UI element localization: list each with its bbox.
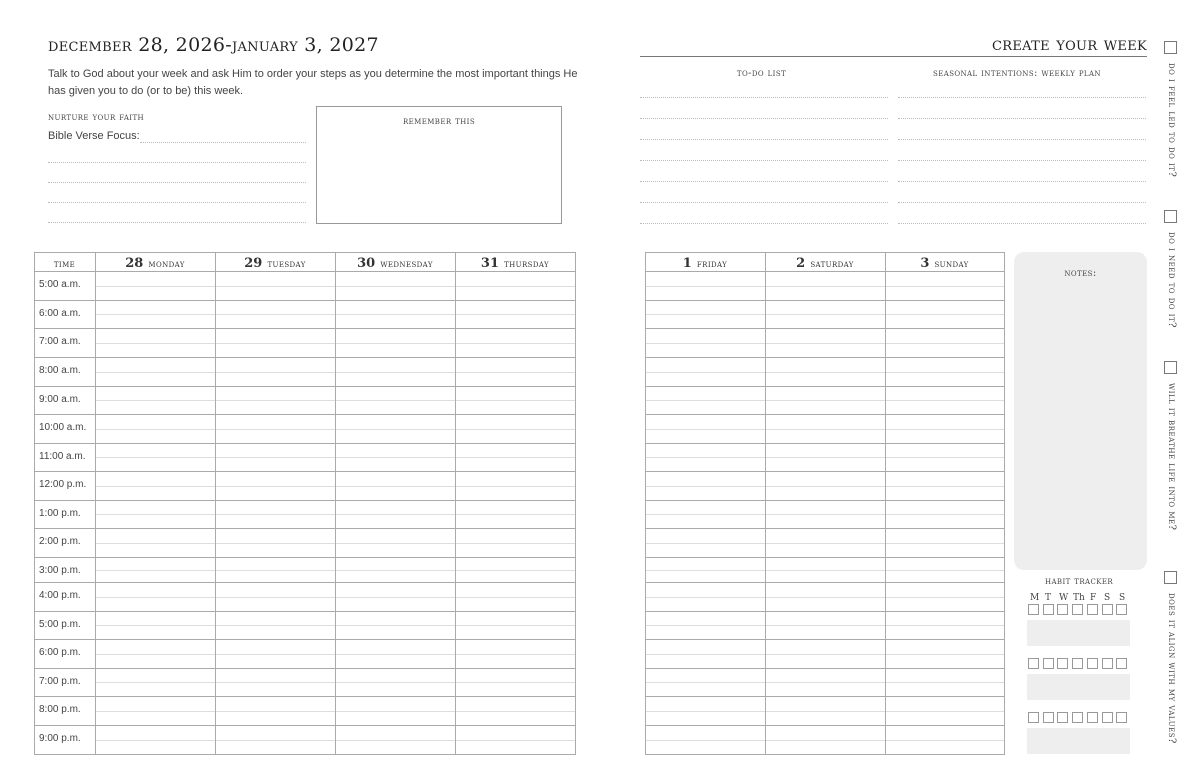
col-line [34, 252, 35, 755]
day-header [335, 252, 455, 271]
seasonal-line[interactable] [898, 160, 1146, 161]
half-hour-line [646, 682, 1004, 683]
row-line [645, 357, 1005, 358]
row-line [645, 271, 1005, 272]
row-line [34, 300, 576, 301]
todo-line[interactable] [640, 139, 888, 140]
time-label: 9:00 p.m. [39, 733, 81, 744]
day-header [95, 252, 215, 271]
row-line [34, 357, 576, 358]
create-week-title: create your week [992, 33, 1147, 55]
time-label: 8:00 p.m. [39, 704, 81, 715]
seasonal-line[interactable] [898, 139, 1146, 140]
time-label: 3:00 p.m. [39, 565, 81, 576]
row-line [645, 471, 1005, 472]
notes-box[interactable] [1014, 252, 1147, 570]
day-number: 28 [125, 256, 144, 271]
habit-day-label: F [1090, 593, 1097, 603]
day-name: sunday [934, 259, 969, 270]
habit-checkbox[interactable] [1102, 604, 1113, 615]
col-line [885, 252, 886, 755]
row-line [34, 328, 576, 329]
row-line [645, 696, 1005, 697]
seasonal-line[interactable] [898, 97, 1146, 98]
day-number: 2 [796, 256, 806, 271]
col-line [95, 252, 96, 755]
row-line [34, 611, 576, 612]
row-line [34, 754, 576, 755]
row-line [645, 668, 1005, 669]
row-line [34, 696, 576, 697]
half-hour-line [646, 429, 1004, 430]
title-divider [640, 56, 1147, 57]
row-line [645, 443, 1005, 444]
row-line [645, 500, 1005, 501]
col-line [1004, 252, 1005, 755]
habit-checkbox[interactable] [1072, 658, 1083, 669]
faith-line[interactable] [48, 162, 306, 163]
row-line [34, 557, 576, 558]
habit-title: habit tracker [1044, 576, 1114, 587]
half-hour-line [646, 740, 1004, 741]
habit-day-label: M [1030, 593, 1040, 603]
day-header [645, 252, 765, 271]
col-line [645, 252, 646, 755]
half-hour-line [646, 486, 1004, 487]
col-line [765, 252, 766, 755]
habit-day-label: W [1059, 593, 1069, 603]
habit-name-field[interactable] [1027, 728, 1130, 754]
row-line [645, 557, 1005, 558]
time-label: 8:00 a.m. [39, 365, 81, 376]
habit-checkbox[interactable] [1116, 604, 1127, 615]
col-line [335, 252, 336, 755]
time-label: 6:00 p.m. [39, 647, 81, 658]
time-header [34, 252, 95, 271]
habit-day-label: S [1119, 593, 1126, 603]
habit-name-field[interactable] [1027, 674, 1130, 700]
half-hour-line [646, 711, 1004, 712]
side-question-text: do i feel led to do it? [1166, 63, 1177, 178]
day-name: monday [148, 259, 185, 270]
remember-box[interactable] [316, 106, 562, 224]
habit-checkbox[interactable] [1087, 658, 1098, 669]
row-line [34, 668, 576, 669]
time-label: 7:00 p.m. [39, 676, 81, 687]
day-header [885, 252, 1004, 271]
half-hour-line [646, 400, 1004, 401]
time-label: 7:00 a.m. [39, 336, 81, 347]
time-label: 12:00 p.m. [39, 479, 87, 490]
todo-line[interactable] [640, 223, 888, 224]
habit-checkbox[interactable] [1043, 712, 1054, 723]
seasonal-line[interactable] [898, 223, 1146, 224]
half-hour-line [646, 570, 1004, 571]
side-question-text: do i need to do it? [1166, 232, 1177, 329]
side-question-text: will it breathe life into me? [1166, 383, 1177, 531]
row-line [645, 582, 1005, 583]
half-hour-line [646, 625, 1004, 626]
faith-line[interactable] [48, 202, 306, 203]
seasonal-line[interactable] [898, 118, 1146, 119]
half-hour-line [646, 286, 1004, 287]
todo-line[interactable] [640, 118, 888, 119]
row-line [34, 725, 576, 726]
todo-line[interactable] [640, 202, 888, 203]
half-hour-line [646, 343, 1004, 344]
half-hour-line [646, 457, 1004, 458]
day-header [765, 252, 885, 271]
remember-title: remember this [402, 116, 476, 127]
habit-checkbox[interactable] [1072, 604, 1083, 615]
row-line [34, 386, 576, 387]
habit-checkbox[interactable] [1087, 604, 1098, 615]
habit-day-label: S [1104, 593, 1111, 603]
half-hour-line [646, 597, 1004, 598]
col-line [575, 252, 576, 755]
habit-name-field[interactable] [1027, 620, 1130, 646]
habit-checkbox[interactable] [1057, 604, 1068, 615]
row-line [34, 500, 576, 501]
intro-text: Talk to God about your week and ask Him to order your steps as you determine the most important things He has given you to do (or to be) this week. [48, 68, 578, 97]
day-number: 1 [682, 256, 692, 271]
day-number: 29 [244, 256, 263, 271]
col-line [455, 252, 456, 755]
day-number: 31 [480, 256, 500, 271]
row-line [34, 582, 576, 583]
habit-checkbox[interactable] [1057, 658, 1068, 669]
row-line [34, 443, 576, 444]
row-line [645, 386, 1005, 387]
habit-checkbox[interactable] [1057, 712, 1068, 723]
half-hour-line [646, 314, 1004, 315]
row-line [645, 414, 1005, 415]
time-label: 5:00 p.m. [39, 619, 81, 630]
time-label: 1:00 p.m. [39, 508, 81, 519]
half-hour-line [646, 543, 1004, 544]
day-name: tuesday [267, 259, 306, 270]
day-name: thursday [504, 259, 550, 270]
todo-line[interactable] [640, 97, 888, 98]
habit-checkbox[interactable] [1028, 712, 1039, 723]
row-line [34, 414, 576, 415]
time-label: 5:00 a.m. [39, 279, 81, 290]
faith-line[interactable] [48, 222, 306, 223]
habit-checkbox[interactable] [1043, 604, 1054, 615]
habit-checkbox[interactable] [1043, 658, 1054, 669]
notes-title: notes: [1064, 268, 1097, 279]
row-line [645, 639, 1005, 640]
habit-day-label: T [1045, 593, 1052, 603]
habit-checkbox[interactable] [1102, 658, 1113, 669]
day-number: 3 [920, 256, 930, 271]
time-label: 2:00 p.m. [39, 536, 81, 547]
side-question-checkbox[interactable] [1164, 210, 1177, 223]
time-header-label: time [53, 259, 76, 270]
half-hour-line [646, 654, 1004, 655]
page-title: december 28, 2026-january 3, 2027 [48, 34, 379, 56]
row-line [34, 271, 576, 272]
col-line [215, 252, 216, 755]
day-name: wednesday [380, 259, 433, 270]
todo-line[interactable] [640, 160, 888, 161]
time-label: 6:00 a.m. [39, 308, 81, 319]
row-line [34, 639, 576, 640]
time-label: 9:00 a.m. [39, 394, 81, 405]
faith-line[interactable] [48, 182, 306, 183]
row-line [645, 754, 1005, 755]
row-line [34, 528, 576, 529]
habit-checkbox[interactable] [1072, 712, 1083, 723]
faith-line[interactable] [140, 142, 306, 143]
habit-checkbox[interactable] [1028, 604, 1039, 615]
row-line [34, 471, 576, 472]
seasonal-line[interactable] [898, 202, 1146, 203]
day-name: friday [696, 259, 728, 270]
row-line [645, 725, 1005, 726]
faith-title: nurture your faith [48, 112, 145, 123]
seasonal-line[interactable] [898, 181, 1146, 182]
time-label: 11:00 a.m. [39, 451, 86, 462]
todo-line[interactable] [640, 181, 888, 182]
half-hour-line [646, 514, 1004, 515]
row-line [645, 528, 1005, 529]
habit-checkbox[interactable] [1102, 712, 1113, 723]
habit-checkbox[interactable] [1116, 712, 1127, 723]
habit-checkbox[interactable] [1028, 658, 1039, 669]
habit-checkbox[interactable] [1087, 712, 1098, 723]
day-header [455, 252, 575, 271]
row-line [645, 611, 1005, 612]
half-hour-line [646, 372, 1004, 373]
side-question-checkbox[interactable] [1164, 571, 1177, 584]
side-question-text: does it align with my values? [1166, 593, 1177, 744]
row-line [645, 328, 1005, 329]
day-name: saturday [810, 259, 854, 270]
habit-day-label: Th [1073, 593, 1085, 603]
time-label: 4:00 p.m. [39, 590, 81, 601]
row-line [645, 300, 1005, 301]
day-number: 30 [357, 256, 376, 271]
side-question-checkbox[interactable] [1164, 41, 1177, 54]
seasonal-title: seasonal intentions: weekly plan [933, 68, 1101, 79]
habit-checkbox[interactable] [1116, 658, 1127, 669]
day-header [215, 252, 335, 271]
time-label: 10:00 a.m. [39, 422, 87, 433]
side-question-checkbox[interactable] [1164, 361, 1177, 374]
verse-label: Bible Verse Focus: [48, 130, 140, 142]
todo-title: to-do list [736, 68, 787, 79]
